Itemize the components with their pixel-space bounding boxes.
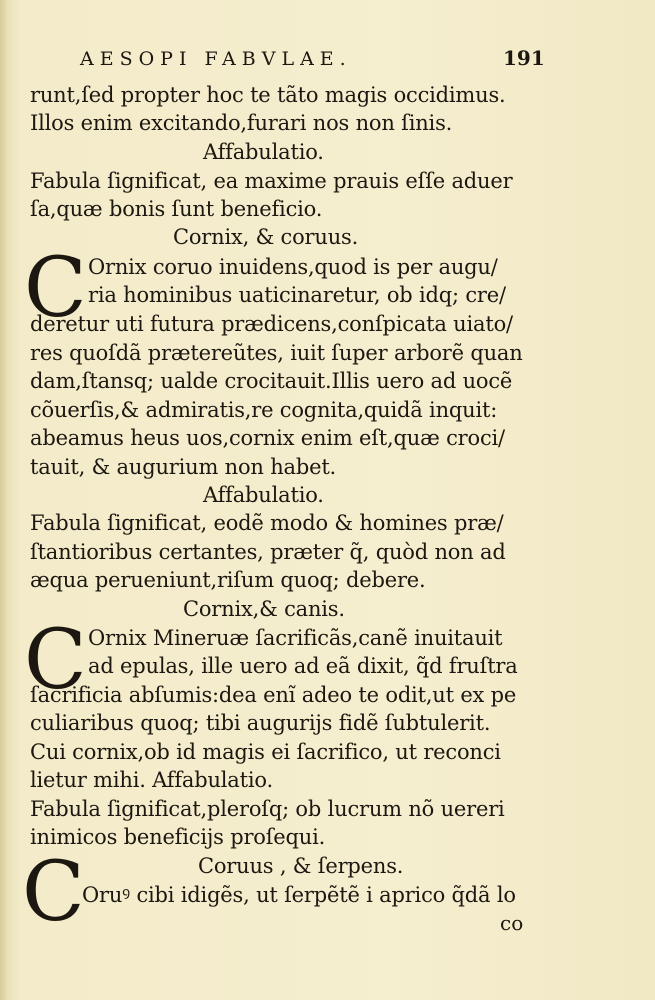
text-line: deretur uti futura prædicens,conſpicata uiato/ — [30, 312, 513, 336]
section-heading-affabulatio: Affabulatio. — [203, 483, 324, 507]
page-number: 191 — [503, 46, 545, 70]
text-line: ſacrificia abſumis:dea enĩ adeo te odit,ut ex pe — [30, 683, 517, 707]
text-line: culiaribus quoq; tibi augurijs fidẽ ſubtulerit. — [30, 711, 491, 735]
text-line: Oruꝰ cibi idigẽs, ut ſerpẽtẽ i aprico q̃dã lo — [82, 883, 516, 907]
text-line: Cui cornix,ob id magis ei ſacrifico, ut reconci — [30, 740, 501, 764]
text-line: Ornix coruo inuidens,quod is per augu/ — [88, 255, 498, 279]
drop-cap-initial: C — [24, 241, 87, 336]
text-line: inimicos beneficijs proſequi. — [30, 825, 326, 849]
text-line: lietur mihi. Affabulatio. — [30, 768, 273, 792]
page-gutter-shadow — [0, 0, 8, 1000]
text-line: res quoſdã prætereũtes, iuit ſuper arborẽ quan — [30, 341, 523, 365]
section-heading-affabulatio: Affabulatio. — [203, 140, 324, 164]
text-line: æqua perueniunt,riſum quoq; debere. — [30, 568, 426, 592]
text-line: Fabula ſignificat, ea maxime prauis eſſe aduer — [30, 169, 513, 193]
text-line: ria hominibus uaticinaretur, ob idq; cre/ — [88, 283, 506, 307]
fable-title: Cornix, & coruus. — [173, 225, 359, 249]
running-title: AESOPI FABVLAE. — [80, 48, 352, 70]
text-line: dam,ſtansq; ualde crocitauit.Illis uero ad uocẽ — [30, 369, 513, 393]
text-line: ſtantioribus certantes, præter q̃, quòd non ad — [30, 540, 506, 564]
fable-title: Coruus , & ſerpens. — [198, 854, 404, 878]
text-line: abeamus heus uos,cornix enim eſt,quæ croci/ — [30, 426, 505, 450]
drop-cap-initial: C — [24, 613, 87, 708]
text-line: tauit, & augurium non habet. — [30, 455, 337, 479]
text-line: Illos enim excitando,furari nos non ſinis. — [30, 111, 453, 135]
fable-title: Cornix,& canis. — [183, 597, 345, 621]
drop-cap-initial: C — [22, 845, 85, 940]
text-line: Fabula ſignificat, eodẽ modo & homines præ/ — [30, 511, 504, 535]
text-line: Ornix Mineruæ ſacrificãs,canẽ inuitauit — [88, 626, 503, 650]
text-line: ad epulas, ille uero ad eã dixit, q̃d fruſtra — [88, 654, 518, 678]
text-line: ſa,quæ bonis ſunt beneficio. — [30, 197, 323, 221]
text-line: Fabula ſignificat,pleroſq; ob lucrum nõ uereri — [30, 797, 505, 821]
catchword: co — [500, 911, 524, 935]
text-line: runt,ſed propter hoc te tãto magis occidimus. — [30, 83, 506, 107]
text-line: cõuerſis,& admiratis,re cognita,quidã inquit: — [30, 398, 498, 422]
